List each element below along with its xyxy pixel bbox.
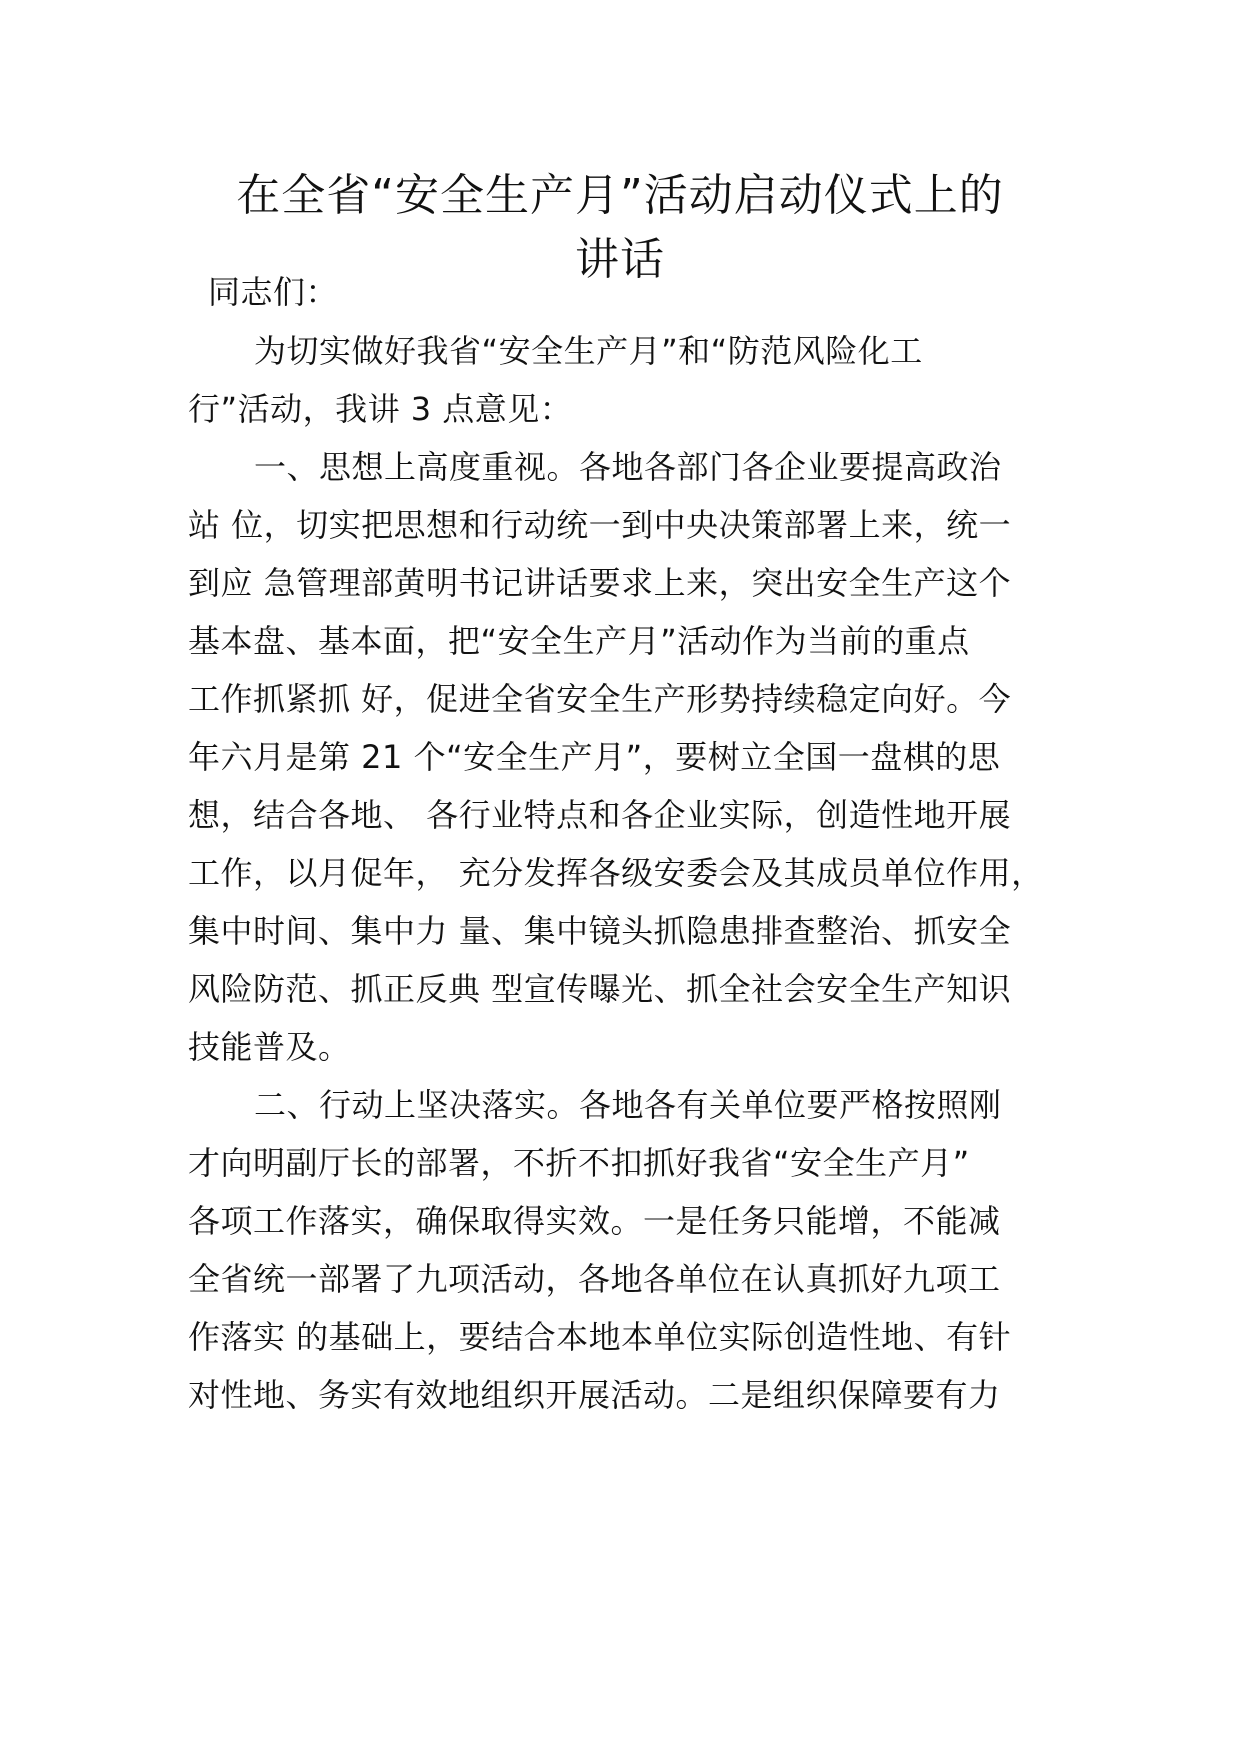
paragraph-line: 二、行动上坚决落实。各地各有关单位要严格按照刚 (254, 1086, 1002, 1124)
paragraph-line: 想，结合各地、 各行业特点和各企业实际，创造性地开展 (188, 796, 1012, 834)
paragraph-line: 才向明副厅长的部署，不折不扣抓好我省“安全生产月” (188, 1144, 970, 1182)
paragraph-line: 各项工作落实，确保取得实效。一是任务只能增，不能减 (188, 1202, 1001, 1240)
document-title-line-1: 在全省“安全生产月”活动启动仪式上的 (236, 170, 1004, 221)
paragraph-line: 工作抓紧抓 好，促进全省安全生产形势持续稳定向好。今 (188, 680, 1012, 718)
paragraph-line: 站 位，切实把思想和行动统一到中央决策部署上来，统一 (188, 506, 1012, 544)
paragraph-line: 行”活动，我讲 3 点意见： (188, 390, 573, 428)
paragraph-line: 集中时间、集中力 量、集中镜头抓隐患排查整治、抓安全 (188, 912, 1012, 950)
paragraph-line: 工作，以月促年， 充分发挥各级安委会及其成员单位作用， (188, 854, 1044, 892)
salutation: 同志们： (208, 273, 339, 311)
paragraph-line: 作落实 的基础上，要结合本地本单位实际创造性地、有针 (188, 1318, 1012, 1356)
paragraph-line: 为切实做好我省“安全生产月”和“防范风险化工 (254, 332, 923, 370)
paragraph-line: 基本盘、基本面，把“安全生产月”活动作为当前的重点 (188, 622, 970, 660)
paragraph-line: 全省统一部署了九项活动，各地各单位在认真抓好九项工 (188, 1260, 1001, 1298)
paragraph-line: 对性地、务实有效地组织开展活动。二是组织保障要有力 (188, 1376, 1001, 1414)
paragraph-line: 一、思想上高度重视。各地各部门各企业要提高政治 (254, 448, 1002, 486)
paragraph-line: 技能普及。 (188, 1028, 351, 1066)
document-title-line-2: 讲话 (575, 234, 665, 285)
paragraph-line: 风险防范、抓正反典 型宣传曝光、抓全社会安全生产知识 (188, 970, 1012, 1008)
paragraph-line: 到应 急管理部黄明书记讲话要求上来，突出安全生产这个 (188, 564, 1012, 602)
paragraph-line: 年六月是第 21 个“安全生产月”，要树立全国一盘棋的思 (188, 738, 1001, 776)
